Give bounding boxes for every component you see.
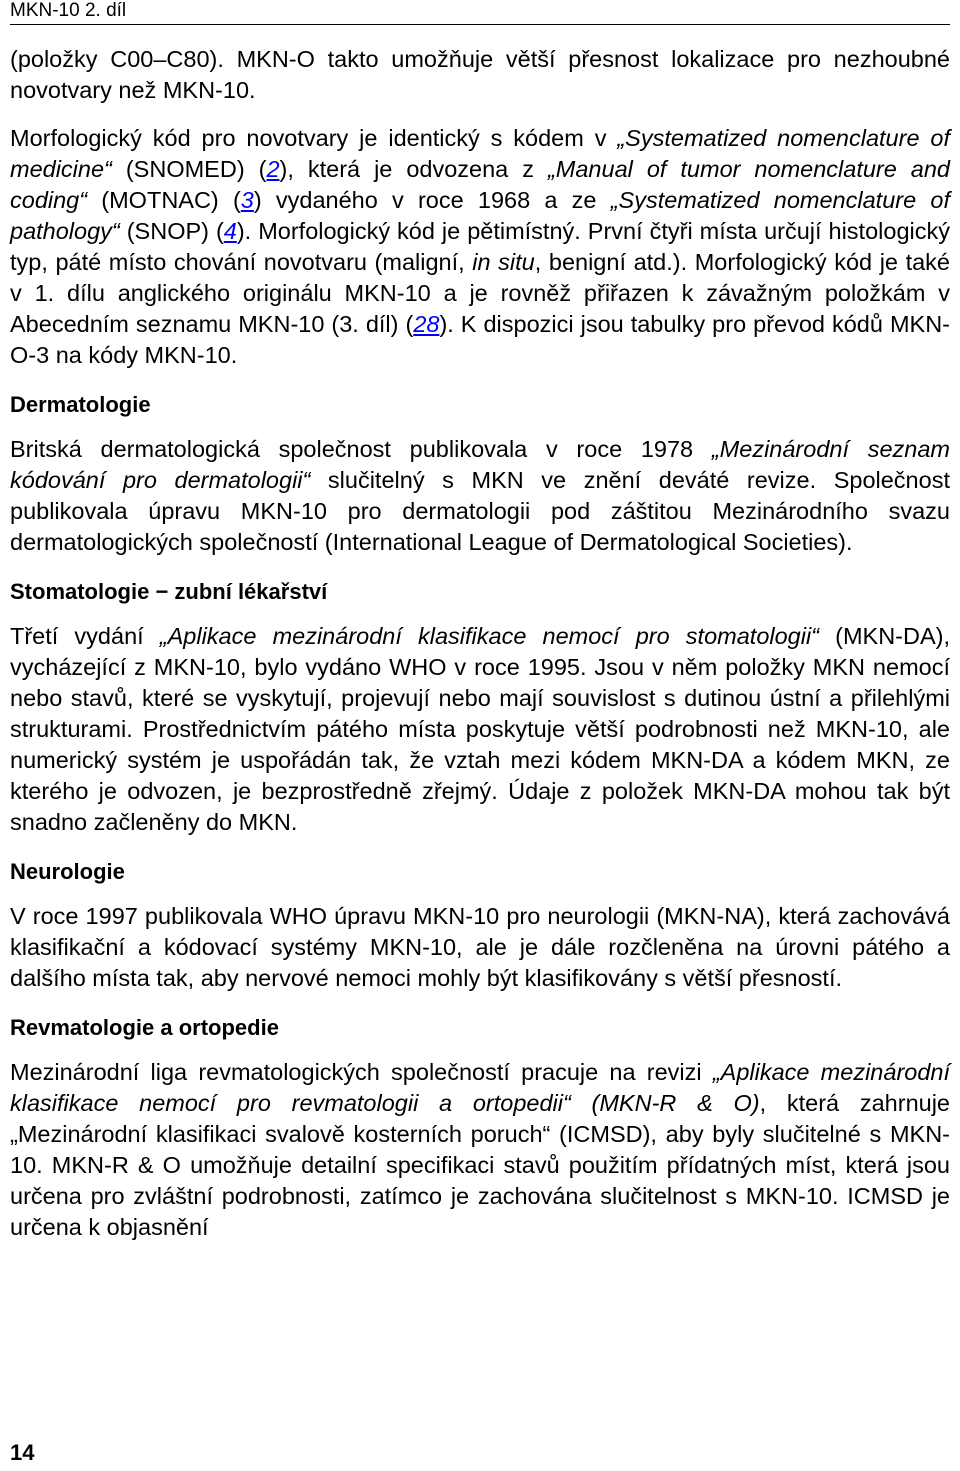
title-snomed: „Systematized nomenclature of medicine“ xyxy=(10,125,950,182)
paragraph-neurology: V roce 1997 publikovala WHO úpravu MKN-10 pro neurologii (MKN-NA), která zachovává klasifikační a kódovací systémy MKN-10, ale je dále rozčleněna na úrovni pátého a dalšího místa tak, aby nervové nemoci mohly být klasifikovány s větší přesností. xyxy=(10,903,950,991)
paragraph-mkn-o-precision: (položky C00–C80). MKN-O takto umožňuje větší přesnost lokalizace pro nezhoubné novotvary než MKN-10. xyxy=(10,46,950,103)
heading-neurology: Neurologie xyxy=(10,859,125,884)
term-in-situ: in situ xyxy=(472,249,535,275)
heading-rheumatology: Revmatologie a ortopedie xyxy=(10,1015,279,1040)
page-number: 14 xyxy=(10,1440,35,1465)
paragraph-dermatology: Britská dermatologická společnost publikovala v roce 1978 „Mezinárodní seznam kódování pro dermatologii“ slučitelný s MKN ve znění deváté revize. Společnost publikovala úpravu MKN-10 pro dermatologii pod záštitou Mezinárodního svazu dermatologických společností (International League of Dermatological Societies). xyxy=(10,436,950,555)
paragraph-stomatology: Třetí vydání „Aplikace mezinárodní klasifikace nemocí pro stomatologii“ (MKN-DA), vycházející z MKN-10, bylo vydáno WHO v roce 1995. Jsou v něm položky MKN nemocí nebo stavů, které se vyskytují, projevují nebo mají souvislost s dutinou ústní a přilehlými strukturami. Prostřednictvím pátého místa poskytuje větší podrobnosti než MKN-10, ale numerický systém je uspořádán tak, že vztah mezi kódem MKN-DA a kódem MKN, ze kterého je odvozen, je bezprostředně zřejmý. Údaje z položek MKN-DA mohou tak být snadno začleněny do MKN. xyxy=(10,623,951,835)
heading-stomatology: Stomatologie − zubní lékařství xyxy=(10,579,328,604)
reference-link-28[interactable]: 28 xyxy=(413,311,440,337)
heading-dermatology: Dermatologie xyxy=(10,392,151,417)
title-motnac: „Manual of tumor nomenclature and coding“ xyxy=(10,156,951,213)
title-snop: „Systematized nomenclature of pathology“ xyxy=(10,187,950,244)
document-body xyxy=(10,44,950,1243)
reference-link-2[interactable]: 2 xyxy=(266,156,280,182)
page-header xyxy=(10,0,950,25)
running-title: MKN-10 2. díl xyxy=(10,0,127,21)
reference-link-4[interactable]: 4 xyxy=(223,218,237,244)
reference-link-3[interactable]: 3 xyxy=(240,187,254,213)
paragraph-morphology-code: Morfologický kód pro novotvary je identický s kódem v „Systematized nomenclature of medicine“ (SNOMED) (2), která je odvozena z „Manual of tumor nomenclature and coding“ (MOTNAC) (3) vydaného v roce 1968 a ze „Systematized nomenclature of pathology“ (SNOP) (4). Morfologický kód je pětimístný. První čtyři místa určují histologický typ, páté místo chování novotvaru (maligní, in situ, benigní atd.). Morfologický kód je také v 1. dílu anglického originálu MKN-10 a je rovněž přiřazen k závažným položkám v Abecedním seznamu MKN-10 (3. díl) (28). K dispozici jsou tabulky pro převod kódů MKN-O-3 na kódy MKN-10. xyxy=(10,125,951,368)
paragraph-rheumatology: Mezinárodní liga revmatologických společností pracuje na revizi „Aplikace mezinárodní klasifikace nemocí pro revmatologii a ortopedii“ (MKN-R & O), která zahrnuje „Mezinárodní klasifikaci svalově kosterních poruch“ (ICMSD), aby byly slučitelné s MKN-10. MKN-R & O umožňuje detailní specifikaci stavů použitím přídatných míst, která jsou určena pro zvláštní podrobnosti, zatímco je zachována slučitelnost s MKN-10. ICMSD je určena k objasnění xyxy=(10,1059,951,1240)
